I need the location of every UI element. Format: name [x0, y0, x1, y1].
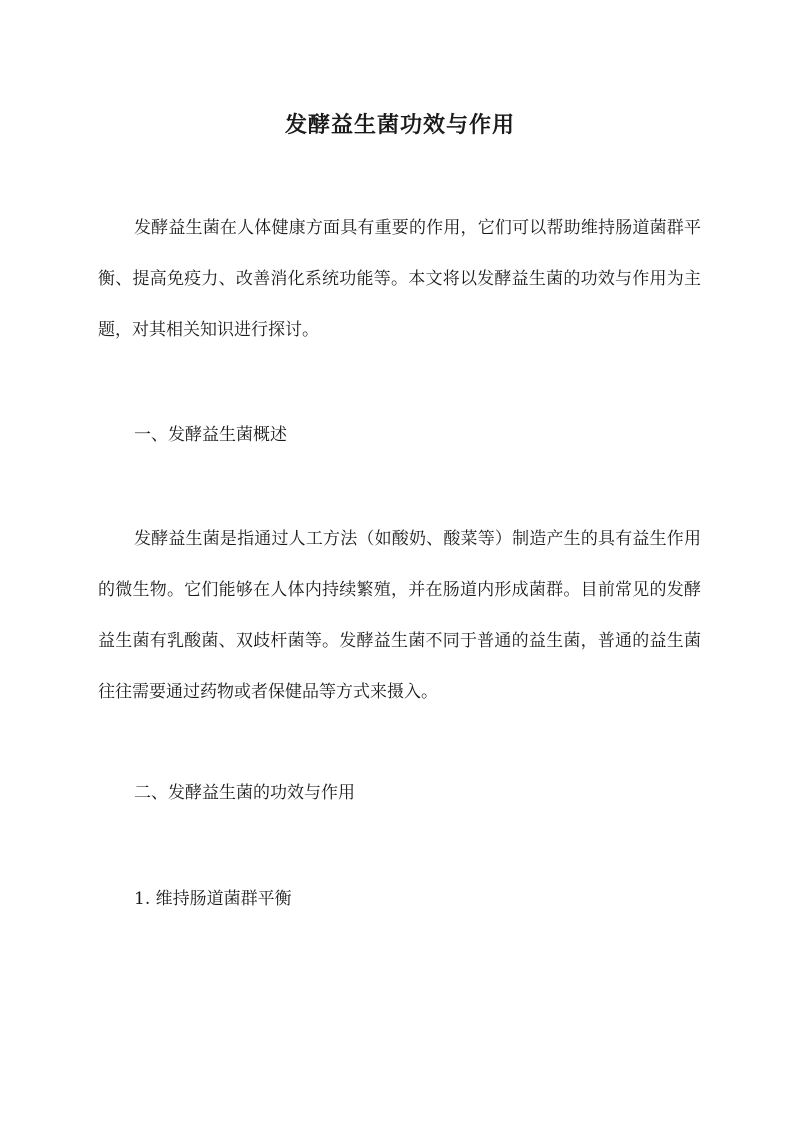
section-heading-overview: 一、发酵益生菌概述 [134, 425, 287, 445]
overview-paragraph: 发酵益生菌是指通过人工方法（如酸奶、酸菜等）制造产生的具有益生作用的微生物。它们能够在人体内持续繁殖，并在肠道内形成菌群。目前常见的发酵益生菌有乳酸菌、双歧杆菌等。发酵益生菌不同于普通的益生菌，普通的益生菌往往需要通过药物或者保健品等方式来摄入。 [98, 529, 701, 702]
section-heading-effects: 二、发酵益生菌的功效与作用 [134, 783, 355, 803]
subsection-heading-gut-balance: 1. 维持肠道菌群平衡 [134, 889, 292, 909]
intro-paragraph: 发酵益生菌在人体健康方面具有重要的作用，它们可以帮助维持肠道菌群平衡、提高免疫力、改善消化系统功能等。本文将以发酵益生菌的功效与作用为主题，对其相关知识进行探讨。 [98, 218, 701, 340]
document-title: 发酵益生菌功效与作用 [284, 111, 515, 138]
